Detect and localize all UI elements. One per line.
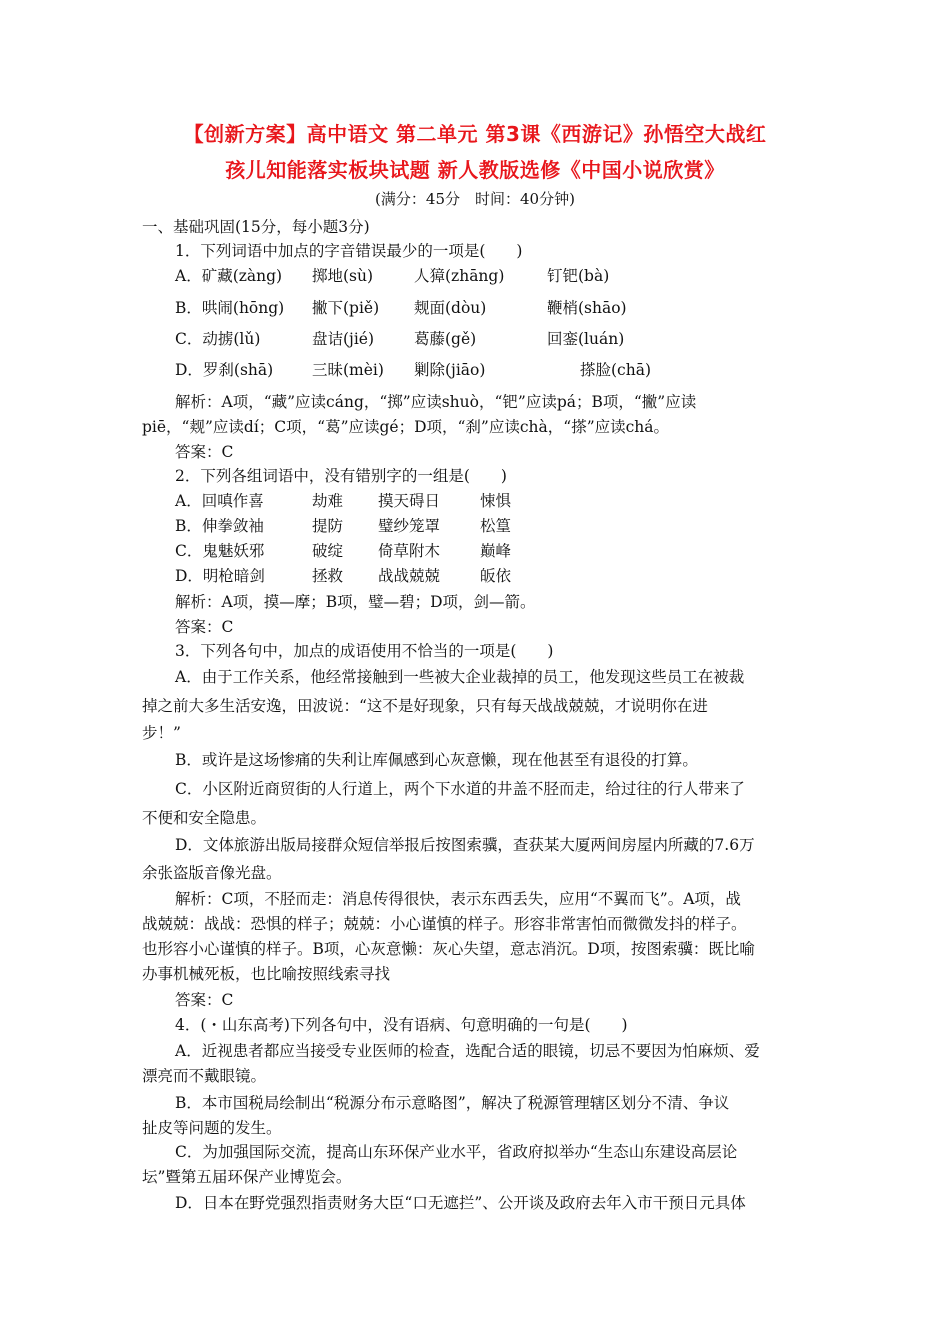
q3-option-b: B．或许是这场惨痛的失利让库佩感到心灰意懒，现在他甚至有退役的打算。 (175, 751, 698, 769)
q4-option-c-line-2: 坛”暨第五届环保产业博览会。 (142, 1168, 352, 1186)
q1-answer: 答案：C (175, 443, 234, 461)
q1-analysis-line-1: 解析：A项，“藏”应读cáng，“掷”应读shuò，“钯”应读pá；B项，“撇”应读 (175, 393, 697, 411)
option-col-3: 葛藤(gě) (414, 330, 477, 348)
option-col-3: 战战兢兢 (378, 567, 441, 585)
q3-answer: 答案：C (175, 991, 234, 1009)
option-col-3: 人獐(zhāng) (414, 267, 505, 285)
option-col-2: 盘诘(jié) (312, 330, 375, 348)
q3-analysis-line-2: 战兢兢：战战：恐惧的样子；兢兢：小心谨慎的样子。形容非常害怕而微微发抖的样子。 (142, 915, 747, 933)
option-col-4: 鞭梢(shāo) (547, 299, 627, 317)
option-col-2: 掷地(sù) (312, 267, 374, 285)
option-col-2: 拯救 (312, 567, 344, 585)
document-title-line-2: 孩儿知能落实板块试题 新人教版选修《中国小说欣赏》 (225, 158, 725, 182)
q3-analysis-line-4: 办事机械死板，也比喻按照线索寻找 (142, 965, 391, 983)
option-col-1: D．罗刹(shā) (175, 361, 274, 379)
q1-stem: 1．下列词语中加点的字音错误最少的一项是( ) (175, 242, 523, 260)
q4-option-c-line-1: C．为加强国际交流，提高山东环保产业水平，省政府拟举办“生态山东建设高层论 (175, 1143, 738, 1161)
option-col-1: A．回嗔作喜 (175, 492, 264, 510)
option-col-3: 倚草附木 (378, 542, 441, 560)
option-col-2: 提防 (312, 517, 344, 535)
option-col-4: 钉钯(bà) (547, 267, 610, 285)
option-col-4: 皈依 (480, 567, 512, 585)
option-col-2: 撇下(piě) (312, 299, 380, 317)
score-time-info: (满分：45分 时间：40分钟) (375, 190, 575, 208)
q3-option-a-line-1: A．由于工作关系，他经常接触到一些被大企业裁掉的员工，他发现这些员工在被裁 (175, 668, 745, 686)
q3-stem: 3．下列各句中，加点的成语使用不恰当的一项是( ) (175, 642, 554, 660)
q3-option-d-line-1: D．文体旅游出版局接群众短信举报后按图索骥，查获某大厦两间房屋内所藏的7.6万 (175, 836, 755, 854)
option-col-3: 剿除(jiāo) (414, 361, 486, 379)
option-col-1: B．哄闹(hōng) (175, 299, 285, 317)
option-col-3: 璧纱笼罩 (378, 517, 441, 535)
q4-option-b-line-1: B．本市国税局绘制出“税源分布示意略图”，解决了税源管理辖区划分不清、争议 (175, 1094, 730, 1112)
q3-option-c-line-2: 不便和安全隐患。 (142, 809, 267, 827)
section-heading: 一、基础巩固(15分，每小题3分) (142, 218, 370, 236)
option-col-1: A．矿藏(zàng) (175, 267, 283, 285)
option-col-2: 三昧(mèi) (312, 361, 384, 379)
option-col-2: 破绽 (312, 542, 344, 560)
option-col-3: 摸天碍日 (378, 492, 441, 510)
option-col-3: 觌面(dòu) (414, 299, 487, 317)
option-col-2: 劫难 (312, 492, 344, 510)
q3-option-d-line-2: 余张盗版音像光盘。 (142, 864, 282, 882)
option-col-1: C．动掳(lǔ) (175, 330, 261, 348)
q4-option-d-line-1: D．日本在野党强烈指责财务大臣“口无遮拦”、公开谈及政府去年入市干预日元具体 (175, 1194, 746, 1212)
q3-option-a-line-3: 步！” (142, 724, 181, 742)
option-col-4: 悚惧 (480, 492, 512, 510)
q1-analysis-line-2: piē，“觌”应读dí；C项，“葛”应读gé；D项，“刹”应读chà，“搽”应读chá。 (142, 418, 670, 436)
option-col-1: C．鬼魅妖邪 (175, 542, 265, 560)
option-col-1: D．明枪暗剑 (175, 567, 265, 585)
q4-option-b-line-2: 扯皮等问题的发生。 (142, 1119, 282, 1137)
q4-option-a-line-2: 漂亮而不戴眼镜。 (142, 1067, 267, 1085)
q2-answer: 答案：C (175, 618, 234, 636)
q3-analysis-line-3: 也形容小心谨慎的样子。B项，心灰意懒：灰心失望，意志消沉。D项，按图索骥：既比喻 (142, 940, 755, 958)
option-col-4: 回銮(luán) (547, 330, 625, 348)
q4-option-a-line-1: A．近视患者都应当接受专业医师的检查，选配合适的眼镜，切忌不要因为怕麻烦、爱 (175, 1042, 760, 1060)
option-col-4: 松篁 (480, 517, 512, 535)
option-col-4: 巅峰 (480, 542, 512, 560)
q3-option-a-line-2: 掉之前大多生活安逸，田波说：“这不是好现象，只有每天战战兢兢，才说明你在进 (142, 697, 708, 715)
q3-analysis-line-1: 解析：C项，不胫而走：消息传得很快，表示东西丢失，应用“不翼而飞”。A项，战 (175, 890, 741, 908)
q2-stem: 2．下列各组词语中，没有错别字的一组是( ) (175, 467, 507, 485)
q3-option-c-line-1: C．小区附近商贸街的人行道上，两个下水道的井盖不胫而走，给过往的行人带来了 (175, 780, 745, 798)
q4-stem: 4．(・山东高考)下列各句中，没有语病、句意明确的一句是( ) (175, 1016, 628, 1034)
document-title-line-1: 【创新方案】高中语文 第二单元 第3课《西游记》孙悟空大战红 (183, 122, 767, 146)
option-col-1: B．伸拳敛袖 (175, 517, 264, 535)
q2-analysis: 解析：A项，摸—摩；B项，璧—碧；D项，剑—箭。 (175, 593, 536, 611)
option-col-4: 搽脸(chā) (580, 361, 651, 379)
